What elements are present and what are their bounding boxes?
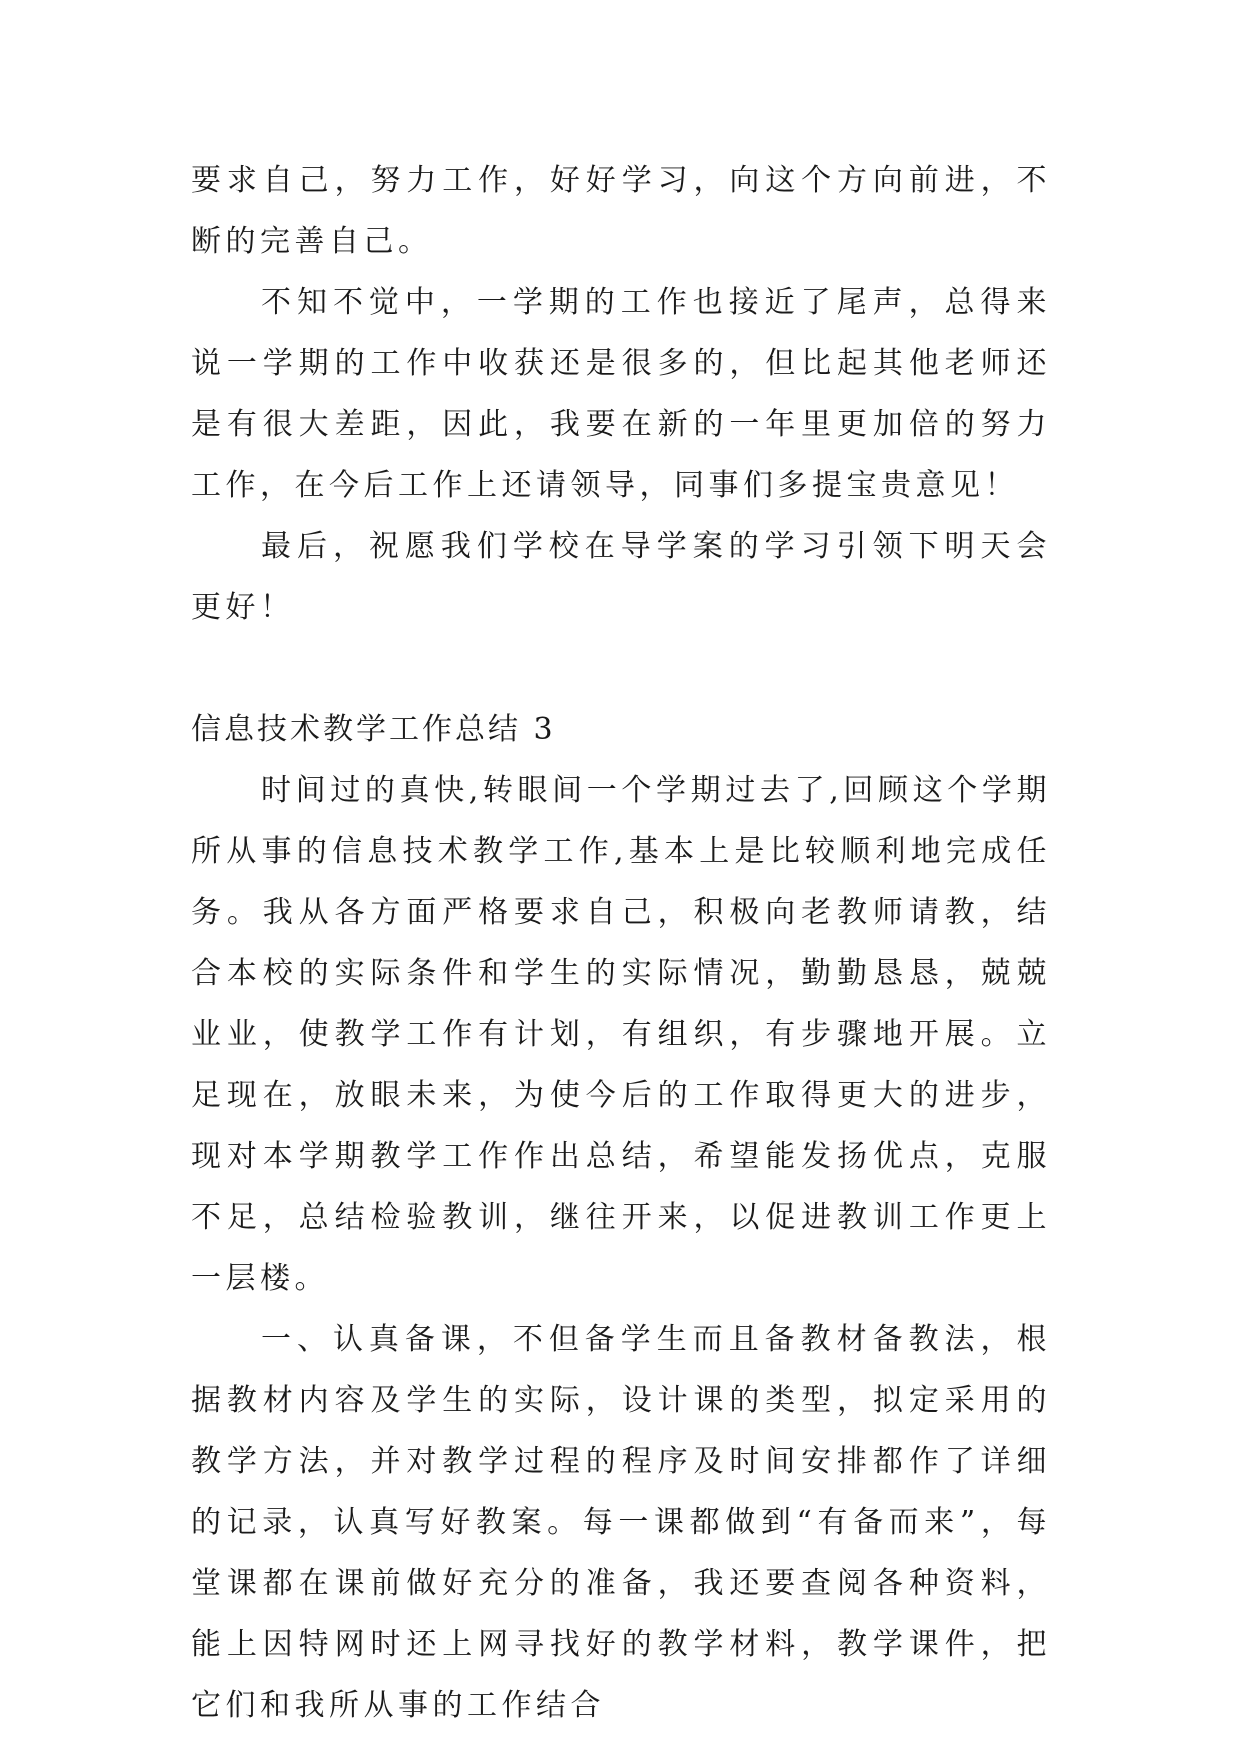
paragraph-semester-end: 不知不觉中，一学期的工作也接近了尾声，总得来说一学期的工作中收获还是很多的，但比起其他老师还是有很大差距，因此，我要在新的一年里更加倍的努力工作，在今后工作上还请领导，同事们多提宝贵意见！ <box>191 285 1051 503</box>
paragraph-intro: 时间过的真快,转眼间一个学期过去了,回顾这个学期所从事的信息技术教学工作,基本上是比较顺利地完成任务。我从各方面严格要求自己，积极向老教师请教，结合本校的实际条件和学生的实际情况，勤勤恳恳，兢兢业业，使教学工作有计划，有组织，有步骤地开展。立足现在，放眼未来，为使今后的工作取得更大的进步，现对本学期教学工作作出总结，希望能发扬优点，克服不足，总结检验教训，继往开来，以促进教训工作更上一层楼。 <box>191 773 1051 1296</box>
paragraph-continuation: 要求自己，努力工作，好好学习，向这个方向前进，不断的完善自己。 <box>191 163 1051 259</box>
paragraph-gap <box>191 638 1051 699</box>
paragraph-closing-wish: 最后，祝愿我们学校在导学案的学习引领下明天会更好！ <box>191 529 1051 625</box>
section-title: 信息技术教学工作总结 3 <box>191 712 556 747</box>
paragraph-point-one: 一、认真备课，不但备学生而且备教材备教法，根据教材内容及学生的实际，设计课的类型，拟定采用的教学方法，并对教学过程的程序及时间安排都作了详细的记录，认真写好教案。每一课都做到“有备而来”，每堂课都在课前做好充分的准备，我还要查阅各种资料，能上因特网时还上网寻找好的教学材料，教学课件，把它们和我所从事的工作结合 <box>191 1322 1051 1723</box>
document-body <box>191 150 1051 1736</box>
